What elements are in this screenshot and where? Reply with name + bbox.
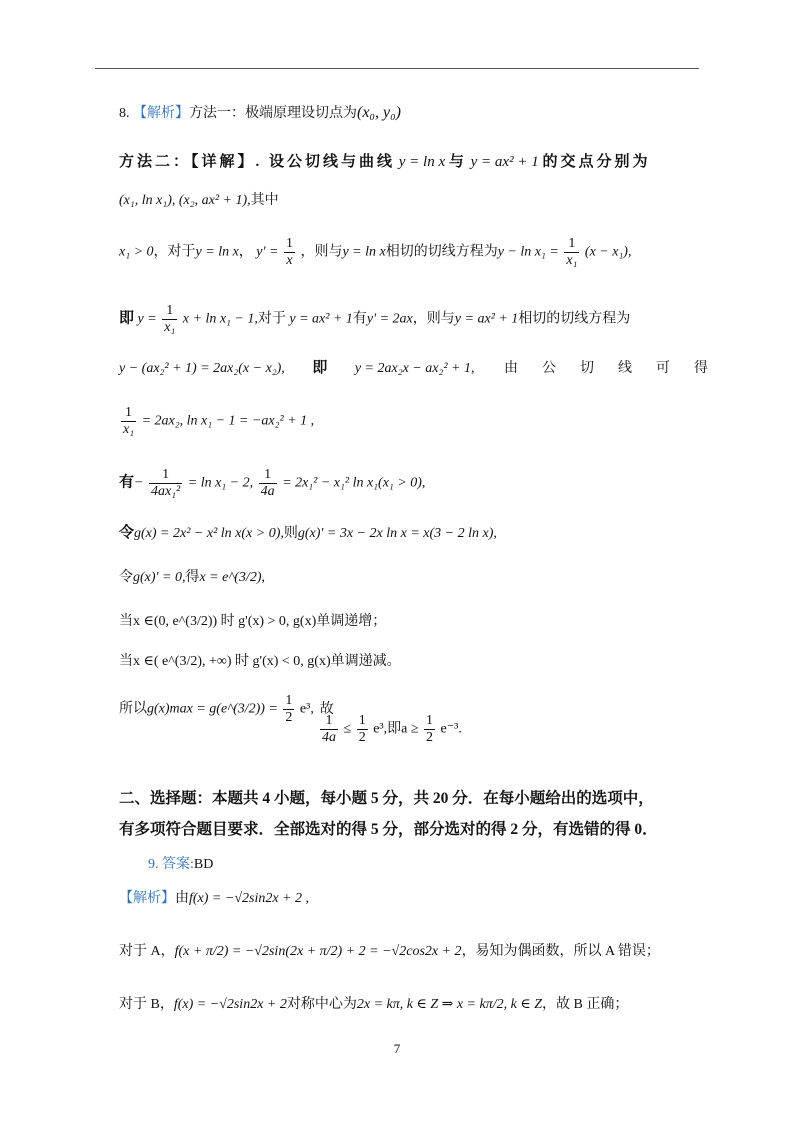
- q8-line-9: 令g(x) = 2x² − x² ln x(x > 0),则g(x)' = 3x − 2x ln x = x(3 − 2 ln x),: [119, 525, 497, 541]
- section2-heading-line-2: 有多项符合题目要求．全部选对的得 5 分，部分选对的得 2 分，有选错的得 0．: [119, 821, 658, 838]
- q8-line-6: y − (ax₂² + 1) = 2ax₂(x − x₂), 即 y = 2ax₂x − ax₂² + 1, 由公切线可得: [119, 360, 732, 376]
- q8-line-11: 当x ∈(0, e^(3/2)) 时 g'(x) > 0, g(x)单调递增；: [119, 614, 387, 629]
- q8-line-10: 令g(x)' = 0,得x = e^(3/2),: [119, 570, 265, 585]
- fraction: $\frac{1}{\text{4ax₁²}}$: [150, 467, 181, 499]
- q8-line-5: 即 y = $\frac{1}{\text{x₁}}$ x + ln x₁ − 1,对于 y = ax² + 1有y' = 2ax，则与y = ax² + 1相切的切线方程为: [119, 303, 631, 335]
- q8-line-13: 所以g(x)max = g(e^(3/2)) = $\frac{1}{2}$ e³, 故: [119, 693, 334, 725]
- q8-line-12: 当x ∈( e^(3/2), +∞) 时 g'(x) < 0, g(x)单调递减。: [119, 654, 401, 669]
- section2-heading-line-1: 二、选择题：本题共 4 小题，每小题 5 分，共 20 分．在每小题给出的选项中，: [119, 790, 654, 807]
- fraction: $\frac{1}{\text{x₁}}$: [164, 303, 176, 335]
- q9-line-1: 【解析】由f(x) = −√2sin2x + 2 ,: [119, 891, 310, 906]
- header-rule: [95, 68, 699, 69]
- q9-answer: 9. 答案:BD: [148, 857, 214, 872]
- fraction: $\frac{1}{2}$: [426, 713, 434, 745]
- q8-line-8: 有− $\frac{1}{\text{4ax₁²}}$ = ln x₁ − 2, $\frac{1}{4a}$ = 2x₁² − x₁² ln x₁(x₁ > 0),: [119, 467, 426, 499]
- fraction: $\frac{1}{4a}$: [260, 467, 275, 499]
- fraction: $\frac{1}{x}$: [285, 236, 293, 268]
- fraction: $\frac{1}{\text{x₁}}$: [123, 405, 135, 437]
- q9-line-3: 对于 B，f(x) = −√2sin2x + 2对称中心为2x = kπ, k ∈ Z ⇒ x = kπ/2, k ∈ Z，故 B 正确；: [119, 997, 629, 1012]
- fraction: $\frac{1}{\text{x₁}}$: [566, 236, 578, 268]
- q8-line-13b: $\frac{1}{4a}$ ≤ $\frac{1}{2}$ e³,即a ≥ $\frac{1}{2}$ e⁻³.: [322, 713, 462, 745]
- fraction: $\frac{1}{2}$: [285, 693, 293, 725]
- fraction: $\frac{1}{2}$: [358, 713, 366, 745]
- q8-line-2: 方法二：【详解】. 设公切线与曲线 y = ln x 与 y = ax² + 1 的交点分别为: [119, 154, 651, 170]
- q9-line-2: 对于 A，f(x + π/2) = −√2sin(2x + π/2) + 2 = −√2cos2x + 2，易知为偶函数，所以 A 错误；: [119, 944, 660, 959]
- fraction: $\frac{1}{4a}$: [322, 713, 336, 745]
- q8-line-7: $\frac{1}{\text{x₁}}$ = 2ax₂, ln x₁ − 1 = −ax₂² + 1 ,: [123, 405, 315, 437]
- page-number: 7: [393, 1041, 401, 1056]
- q8-line-4: x₁ > 0，对于y = ln x， y' = $\frac{1}{x}$ ，则与y = ln x相切的切线方程为y − ln x₁ = $\frac{1}{\text{x₁}}$ (x − x₁),: [119, 236, 632, 268]
- q8-line-1: 8. 【解析】方法一：极端原理设切点为(x₀, y₀): [119, 104, 401, 121]
- q8-line-3: (x₁, ln x₁), (x₂, ax² + 1),其中: [119, 193, 279, 208]
